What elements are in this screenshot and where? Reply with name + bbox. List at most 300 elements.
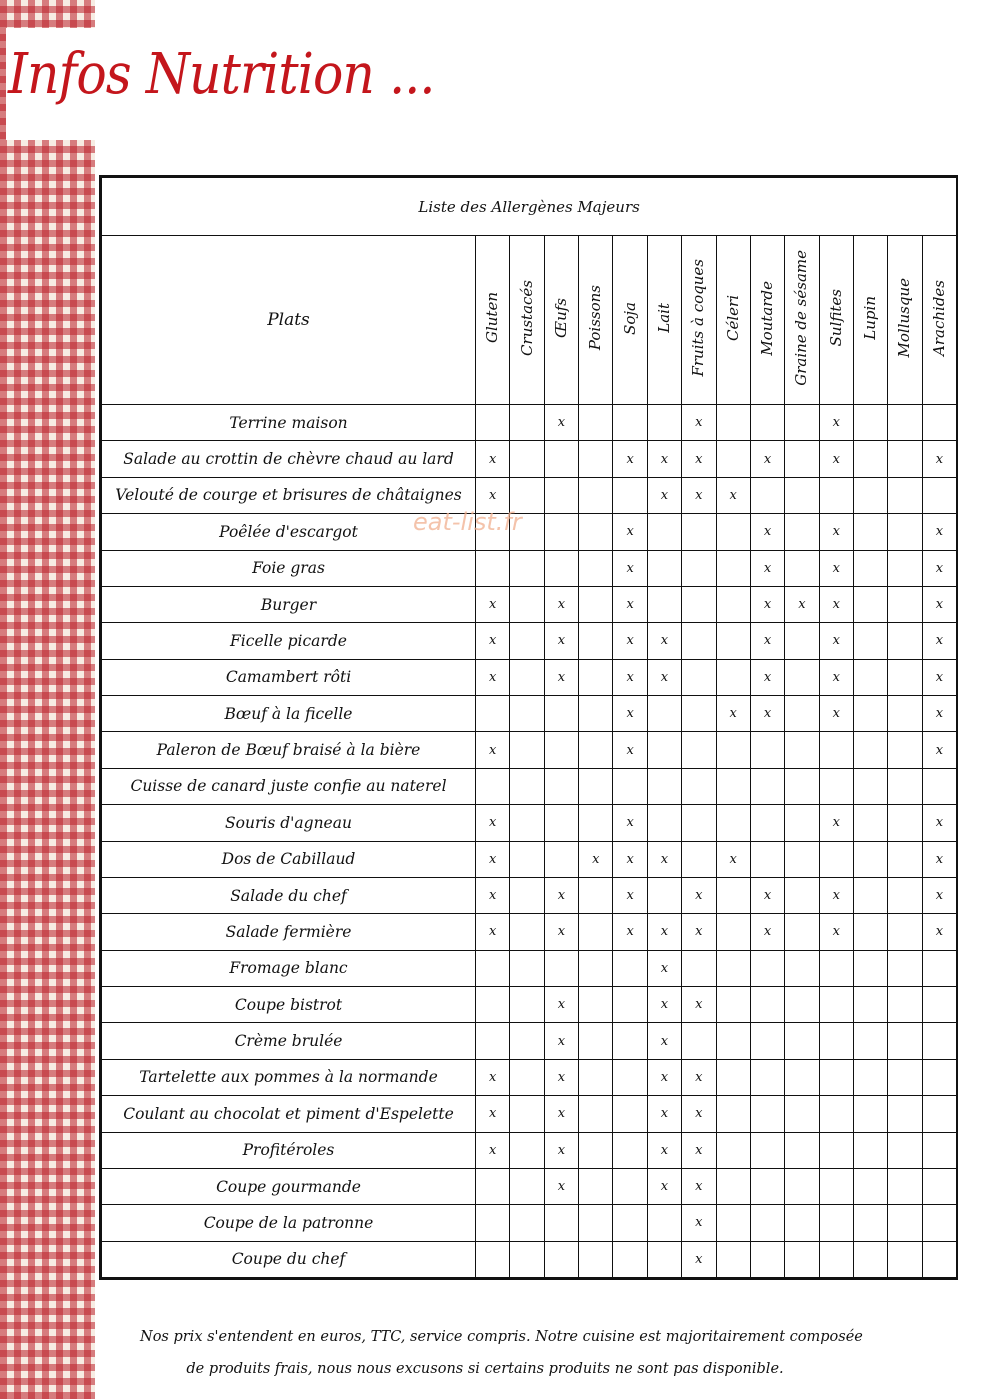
dish-name: Camambert rôti	[102, 659, 476, 695]
allergen-cell	[853, 659, 887, 695]
allergen-mark: x	[922, 623, 957, 659]
allergen-cell	[853, 696, 887, 732]
allergen-cell	[785, 696, 819, 732]
allergen-cell	[853, 841, 887, 877]
dish-name: Velouté de courge et brisures de châtaignes	[102, 477, 476, 513]
allergen-mark: x	[922, 877, 957, 913]
allergen-cell	[579, 659, 613, 695]
allergen-cell	[647, 1205, 681, 1241]
allergen-cell	[888, 1241, 922, 1277]
allergen-mark: x	[476, 841, 510, 877]
allergen-label: Fruits à coques	[689, 259, 708, 377]
allergen-header	[750, 236, 784, 405]
allergen-cell	[544, 768, 578, 804]
allergen-mark: x	[647, 987, 681, 1023]
allergen-cell	[888, 514, 922, 550]
allergen-cell	[682, 732, 716, 768]
allergen-cell	[716, 1023, 750, 1059]
allergen-cell	[785, 1168, 819, 1204]
allergen-cell	[750, 1096, 784, 1132]
allergen-cell	[544, 1241, 578, 1277]
dish-name: Foie gras	[102, 550, 476, 586]
allergen-mark: x	[750, 586, 784, 622]
allergen-label: Poissons	[586, 285, 605, 351]
allergen-cell	[785, 514, 819, 550]
allergen-cell	[716, 1059, 750, 1095]
allergen-header	[579, 236, 613, 405]
allergen-table-frame	[99, 175, 958, 1280]
allergen-cell	[682, 805, 716, 841]
allergen-mark: x	[544, 405, 578, 441]
allergen-cell	[785, 841, 819, 877]
allergen-mark: x	[476, 623, 510, 659]
allergen-cell	[544, 514, 578, 550]
allergen-cell	[922, 405, 957, 441]
allergen-cell	[853, 441, 887, 477]
allergen-mark: x	[647, 1023, 681, 1059]
allergen-cell	[750, 805, 784, 841]
allergen-mark: x	[544, 1168, 578, 1204]
table-row	[102, 1241, 957, 1277]
allergen-mark: x	[613, 659, 647, 695]
allergen-cell	[682, 659, 716, 695]
allergen-header	[476, 236, 510, 405]
allergen-cell	[544, 441, 578, 477]
allergen-mark: x	[613, 732, 647, 768]
allergen-cell	[613, 477, 647, 513]
allergen-mark: x	[819, 550, 853, 586]
allergen-mark: x	[544, 1132, 578, 1168]
table-row	[102, 696, 957, 732]
allergen-cell	[510, 550, 544, 586]
allergen-cell	[785, 1241, 819, 1277]
allergen-label: Crustacés	[517, 280, 536, 356]
allergen-cell	[819, 477, 853, 513]
footer-line-1: Nos prix s'entendent en euros, TTC, service compris. Notre cuisine est majoritairement composée	[140, 1329, 863, 1345]
allergen-cell	[819, 987, 853, 1023]
dish-name: Coupe bistrot	[102, 987, 476, 1023]
allergen-cell	[888, 659, 922, 695]
allergen-cell	[888, 1132, 922, 1168]
allergen-mark: x	[544, 586, 578, 622]
allergen-mark: x	[647, 623, 681, 659]
allergen-cell	[579, 623, 613, 659]
allergen-mark: x	[476, 1096, 510, 1132]
allergen-cell	[510, 441, 544, 477]
allergen-mark: x	[922, 586, 957, 622]
gingham-border	[0, 0, 95, 1399]
allergen-mark: x	[613, 514, 647, 550]
allergen-mark: x	[476, 586, 510, 622]
allergen-cell	[750, 1059, 784, 1095]
dish-column-header: Plats	[102, 236, 476, 405]
allergen-cell	[579, 514, 613, 550]
allergen-header	[682, 236, 716, 405]
allergen-mark: x	[819, 586, 853, 622]
allergen-cell	[510, 586, 544, 622]
allergen-mark: x	[819, 696, 853, 732]
allergen-header	[785, 236, 819, 405]
allergen-cell	[476, 987, 510, 1023]
allergen-cell	[785, 441, 819, 477]
allergen-cell	[922, 1241, 957, 1277]
allergen-mark: x	[750, 550, 784, 586]
allergen-cell	[716, 1132, 750, 1168]
allergen-cell	[510, 1023, 544, 1059]
table-caption: Liste des Allergènes Majeurs	[102, 178, 957, 236]
allergen-label: Céleri	[723, 295, 742, 341]
table-row	[102, 1059, 957, 1095]
allergen-mark: x	[613, 586, 647, 622]
allergen-mark: x	[750, 623, 784, 659]
table-row	[102, 1168, 957, 1204]
allergen-cell	[579, 405, 613, 441]
allergen-cell	[853, 1096, 887, 1132]
allergen-cell	[750, 1023, 784, 1059]
allergen-cell	[510, 696, 544, 732]
allergen-cell	[750, 768, 784, 804]
allergen-mark: x	[922, 659, 957, 695]
allergen-cell	[682, 514, 716, 550]
allergen-mark: x	[647, 441, 681, 477]
allergen-header	[819, 236, 853, 405]
allergen-cell	[510, 1241, 544, 1277]
dish-name: Ficelle picarde	[102, 623, 476, 659]
dish-name: Salade fermière	[102, 914, 476, 950]
allergen-mark: x	[476, 1059, 510, 1095]
allergen-cell	[819, 950, 853, 986]
table-row	[102, 623, 957, 659]
allergen-cell	[750, 1168, 784, 1204]
allergen-cell	[476, 1168, 510, 1204]
allergen-cell	[579, 877, 613, 913]
allergen-cell	[579, 1059, 613, 1095]
allergen-mark: x	[613, 841, 647, 877]
allergen-cell	[716, 405, 750, 441]
allergen-mark: x	[544, 1023, 578, 1059]
allergen-mark: x	[476, 914, 510, 950]
allergen-cell	[888, 987, 922, 1023]
table-row	[102, 914, 957, 950]
allergen-cell	[853, 987, 887, 1023]
allergen-cell	[579, 732, 613, 768]
allergen-cell	[716, 1241, 750, 1277]
allergen-mark: x	[682, 1096, 716, 1132]
dish-name: Paleron de Bœuf braisé à la bière	[102, 732, 476, 768]
allergen-cell	[922, 768, 957, 804]
allergen-cell	[888, 1023, 922, 1059]
allergen-cell	[647, 514, 681, 550]
allergen-cell	[922, 1205, 957, 1241]
allergen-label: Gluten	[483, 292, 502, 344]
allergen-cell	[682, 550, 716, 586]
allergen-mark: x	[579, 841, 613, 877]
allergen-cell	[716, 914, 750, 950]
allergen-cell	[716, 877, 750, 913]
allergen-cell	[853, 623, 887, 659]
table-row	[102, 550, 957, 586]
allergen-cell	[716, 550, 750, 586]
allergen-mark: x	[922, 514, 957, 550]
allergen-cell	[922, 1096, 957, 1132]
allergen-cell	[579, 586, 613, 622]
allergen-cell	[888, 1205, 922, 1241]
allergen-cell	[510, 732, 544, 768]
table-row	[102, 841, 957, 877]
allergen-cell	[750, 1241, 784, 1277]
allergen-cell	[579, 1096, 613, 1132]
allergen-cell	[579, 914, 613, 950]
allergen-cell	[888, 477, 922, 513]
allergen-cell	[510, 950, 544, 986]
allergen-cell	[647, 586, 681, 622]
allergen-cell	[579, 1205, 613, 1241]
allergen-cell	[579, 805, 613, 841]
allergen-mark: x	[819, 623, 853, 659]
allergen-cell	[476, 1241, 510, 1277]
allergen-cell	[544, 477, 578, 513]
allergen-mark: x	[544, 659, 578, 695]
allergen-cell	[682, 768, 716, 804]
allergen-mark: x	[476, 805, 510, 841]
allergen-mark: x	[613, 877, 647, 913]
allergen-cell	[853, 550, 887, 586]
allergen-cell	[716, 1168, 750, 1204]
allergen-cell	[613, 1168, 647, 1204]
allergen-cell	[819, 732, 853, 768]
allergen-cell	[888, 768, 922, 804]
allergen-mark: x	[476, 1132, 510, 1168]
allergen-cell	[888, 1096, 922, 1132]
allergen-mark: x	[922, 805, 957, 841]
allergen-cell	[476, 768, 510, 804]
allergen-cell	[785, 1059, 819, 1095]
allergen-cell	[716, 950, 750, 986]
allergen-cell	[785, 950, 819, 986]
allergen-cell	[476, 550, 510, 586]
allergen-cell	[888, 405, 922, 441]
allergen-mark: x	[647, 477, 681, 513]
allergen-header	[613, 236, 647, 405]
allergen-cell	[613, 1096, 647, 1132]
allergen-mark: x	[647, 659, 681, 695]
allergen-mark: x	[613, 914, 647, 950]
allergen-cell	[853, 1059, 887, 1095]
allergen-cell	[544, 950, 578, 986]
table-row	[102, 1132, 957, 1168]
allergen-mark: x	[819, 405, 853, 441]
allergen-cell	[888, 1059, 922, 1095]
allergen-mark: x	[647, 1132, 681, 1168]
allergen-cell	[716, 659, 750, 695]
allergen-cell	[510, 1205, 544, 1241]
table-row	[102, 768, 957, 804]
allergen-cell	[853, 405, 887, 441]
allergen-mark: x	[476, 732, 510, 768]
allergen-cell	[853, 1132, 887, 1168]
allergen-mark: x	[647, 1168, 681, 1204]
allergen-cell	[510, 514, 544, 550]
table-body	[102, 405, 957, 1278]
allergen-cell	[922, 1023, 957, 1059]
allergen-cell	[922, 477, 957, 513]
allergen-cell	[922, 1168, 957, 1204]
allergen-cell	[853, 1205, 887, 1241]
allergen-cell	[647, 768, 681, 804]
allergen-label: Moutarde	[758, 280, 777, 356]
allergen-cell	[888, 623, 922, 659]
allergen-header	[716, 236, 750, 405]
allergen-mark: x	[544, 1096, 578, 1132]
allergen-cell	[785, 1205, 819, 1241]
allergen-cell	[785, 732, 819, 768]
allergen-cell	[682, 841, 716, 877]
allergen-mark: x	[682, 877, 716, 913]
allergen-mark: x	[819, 877, 853, 913]
allergen-cell	[819, 1023, 853, 1059]
allergen-cell	[785, 550, 819, 586]
allergen-cell	[750, 732, 784, 768]
allergen-header	[888, 236, 922, 405]
dish-name: Coulant au chocolat et piment d'Espelette	[102, 1096, 476, 1132]
allergen-header	[922, 236, 957, 405]
table-row	[102, 987, 957, 1023]
allergen-cell	[853, 950, 887, 986]
allergen-mark: x	[647, 1096, 681, 1132]
allergen-cell	[613, 950, 647, 986]
allergen-mark: x	[750, 514, 784, 550]
table-row	[102, 586, 957, 622]
allergen-cell	[613, 1205, 647, 1241]
allergen-cell	[922, 950, 957, 986]
allergen-mark: x	[819, 805, 853, 841]
allergen-cell	[888, 877, 922, 913]
allergen-cell	[579, 768, 613, 804]
allergen-cell	[510, 623, 544, 659]
allergen-cell	[579, 950, 613, 986]
allergen-cell	[819, 768, 853, 804]
allergen-mark: x	[716, 696, 750, 732]
table-row	[102, 1205, 957, 1241]
allergen-cell	[888, 950, 922, 986]
allergen-cell	[476, 514, 510, 550]
allergen-mark: x	[476, 441, 510, 477]
dish-name: Souris d'agneau	[102, 805, 476, 841]
allergen-cell	[888, 914, 922, 950]
allergen-cell	[853, 586, 887, 622]
allergen-cell	[476, 1205, 510, 1241]
allergen-mark: x	[750, 696, 784, 732]
allergen-header	[544, 236, 578, 405]
allergen-cell	[819, 1241, 853, 1277]
allergen-cell	[510, 659, 544, 695]
allergen-cell	[476, 1023, 510, 1059]
dish-name: Bœuf à la ficelle	[102, 696, 476, 732]
allergen-cell	[647, 805, 681, 841]
allergen-mark: x	[476, 877, 510, 913]
allergen-cell	[682, 623, 716, 659]
allergen-cell	[785, 659, 819, 695]
allergen-cell	[544, 1205, 578, 1241]
allergen-mark: x	[682, 987, 716, 1023]
allergen-table	[101, 177, 957, 1278]
allergen-mark: x	[750, 877, 784, 913]
allergen-cell	[750, 987, 784, 1023]
allergen-mark: x	[922, 914, 957, 950]
allergen-cell	[922, 1059, 957, 1095]
allergen-cell	[750, 477, 784, 513]
allergen-cell	[716, 768, 750, 804]
allergen-cell	[785, 405, 819, 441]
table-row	[102, 514, 957, 550]
dish-name: Tartelette aux pommes à la normande	[102, 1059, 476, 1095]
allergen-mark: x	[682, 1132, 716, 1168]
allergen-cell	[510, 1096, 544, 1132]
allergen-cell	[510, 768, 544, 804]
allergen-cell	[510, 841, 544, 877]
allergen-cell	[819, 1096, 853, 1132]
dish-name: Burger	[102, 586, 476, 622]
allergen-cell	[922, 987, 957, 1023]
allergen-label: Arachides	[929, 280, 948, 356]
allergen-cell	[819, 841, 853, 877]
allergen-cell	[716, 514, 750, 550]
allergen-cell	[579, 696, 613, 732]
dish-name: Dos de Cabillaud	[102, 841, 476, 877]
dish-name: Crème brulée	[102, 1023, 476, 1059]
allergen-cell	[510, 805, 544, 841]
table-row	[102, 477, 957, 513]
allergen-mark: x	[647, 950, 681, 986]
allergen-cell	[647, 877, 681, 913]
allergen-cell	[476, 696, 510, 732]
allergen-cell	[853, 1241, 887, 1277]
allergen-mark: x	[922, 732, 957, 768]
allergen-cell	[819, 1059, 853, 1095]
dish-name: Fromage blanc	[102, 950, 476, 986]
allergen-cell	[888, 586, 922, 622]
allergen-cell	[579, 441, 613, 477]
allergen-cell	[544, 696, 578, 732]
allergen-cell	[647, 405, 681, 441]
allergen-cell	[510, 1132, 544, 1168]
allergen-mark: x	[647, 914, 681, 950]
allergen-mark: x	[682, 477, 716, 513]
allergen-mark: x	[682, 1241, 716, 1277]
allergen-cell	[647, 550, 681, 586]
dish-name: Salade au crottin de chèvre chaud au lard	[102, 441, 476, 477]
allergen-cell	[888, 696, 922, 732]
allergen-cell	[819, 1168, 853, 1204]
allergen-cell	[544, 550, 578, 586]
allergen-mark: x	[613, 696, 647, 732]
allergen-cell	[510, 987, 544, 1023]
allergen-mark: x	[613, 550, 647, 586]
allergen-cell	[716, 805, 750, 841]
allergen-cell	[716, 623, 750, 659]
table-header-row	[102, 236, 957, 405]
allergen-cell	[853, 732, 887, 768]
allergen-cell	[682, 586, 716, 622]
allergen-cell	[785, 768, 819, 804]
allergen-label: Œufs	[551, 298, 570, 338]
allergen-mark: x	[544, 623, 578, 659]
allergen-cell	[785, 477, 819, 513]
allergen-cell	[888, 805, 922, 841]
allergen-cell	[853, 877, 887, 913]
allergen-mark: x	[922, 550, 957, 586]
allergen-mark: x	[544, 1059, 578, 1095]
